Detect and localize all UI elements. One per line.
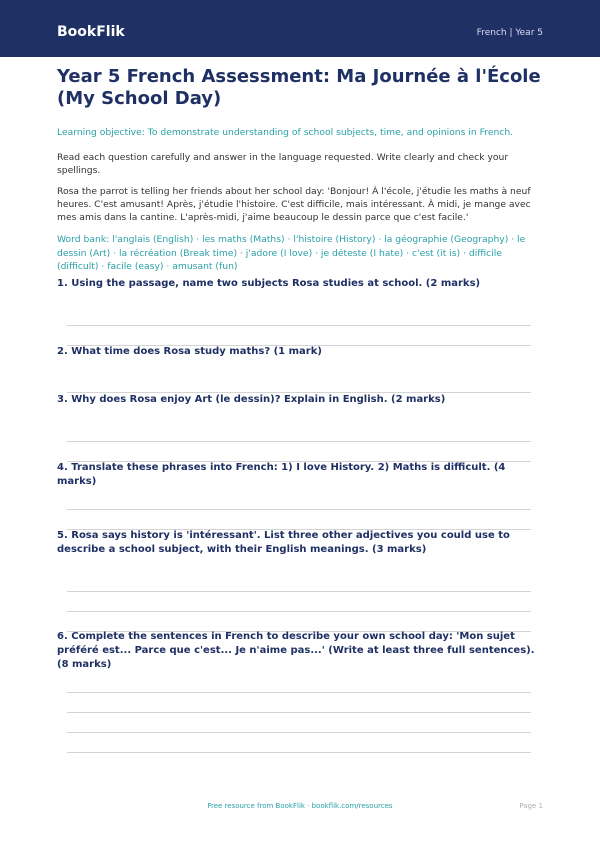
answer-line[interactable] [67,752,531,753]
answer-line[interactable] [67,441,531,442]
question-4: 4. Translate these phrases into French: 1) I love History. 2) Maths is difficult. (4 marks) [57,462,506,487]
answer-line[interactable] [67,509,531,510]
answer-line[interactable] [67,591,531,592]
instructions: Read each question carefully and answer in the language requested. Write clearly and check your spellings. [57,152,509,176]
header-bar [0,0,600,57]
question-5: 5. Rosa says history is 'intéressant'. List three other adjectives you could use to describe a school subject, with their English meanings. (3 marks) [57,530,510,555]
question-3: 3. Why does Rosa enjoy Art (le dessin)? Explain in English. (2 marks) [57,394,446,405]
breadcrumb: French | Year 5 [476,28,543,38]
answer-line[interactable] [67,325,531,326]
answer-line[interactable] [67,732,531,733]
page-title: Year 5 French Assessment: Ma Journée à l'École (My School Day) [57,66,541,109]
answer-line[interactable] [67,692,531,693]
answer-line[interactable] [67,611,531,612]
footer-source-link[interactable]: Free resource from BookFlik · bookflik.com/resources [207,802,393,810]
reading-passage: Rosa the parrot is telling her friends about her school day: 'Bonjour! À l'école, j'étudie les maths à neuf heures. C'est amusant! Après, j'étudie l'histoire. C'est difficile, mais intéressant. À midi, je mange avec mes amis dans la cantine. L'après-midi, j'aime beaucoup le dessin parce que c'est facile.' [57,186,531,223]
answer-line[interactable] [67,712,531,713]
learning-objective: Learning objective: To demonstrate understanding of school subjects, time, and opinions in French. [57,127,514,138]
question-1: 1. Using the passage, name two subjects Rosa studies at school. (2 marks) [57,278,481,289]
question-6: 6. Complete the sentences in French to describe your own school day: 'Mon sujet préféré est... Parce que c'est... Je n'aime pas...' (Write at least three full sentences). (8 marks) [57,631,535,670]
page-number: Page 1 [519,802,543,810]
word-bank: Word bank: l'anglais (English) · les maths (Maths) · l'histoire (History) · la géographie (Geography) · le dessin (Art) · la récréation (Break time) · j'adore (I love) · je déteste (I hate) · c'est (it is) · difficile (difficult) · facile (easy) · amusant (fun) [57,234,526,272]
intro-section [57,66,543,274]
brand-logo[interactable]: BookFlik [57,24,125,40]
question-2: 2. What time does Rosa study maths? (1 mark) [57,346,322,357]
